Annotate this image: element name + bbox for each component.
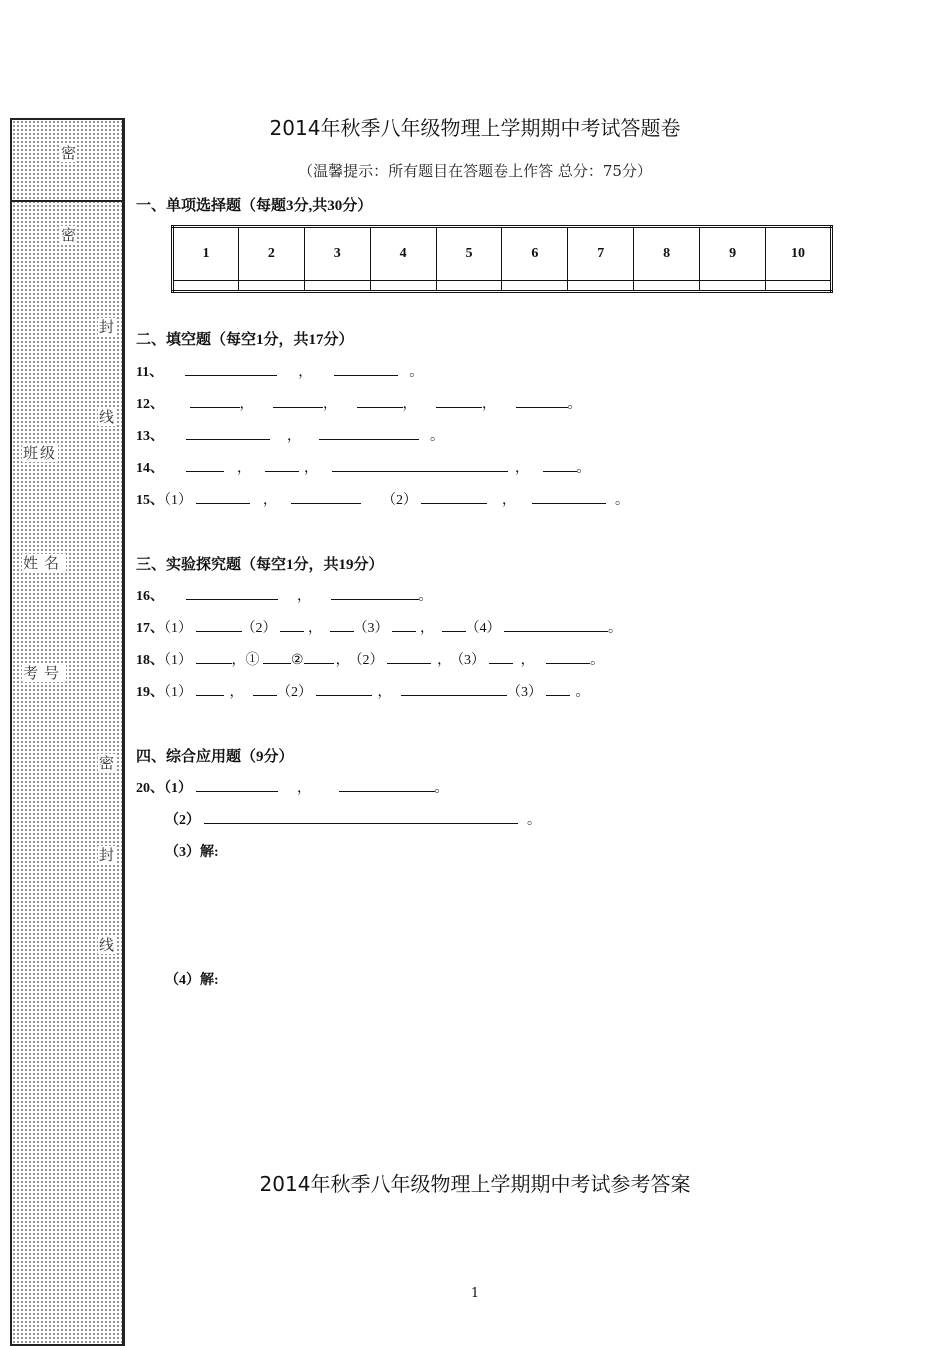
answer-blank[interactable] xyxy=(265,458,299,472)
seal-mark-xian: 线 xyxy=(99,408,115,426)
exam-hint: （温馨提示：所有题目在答题卷上作答 总分：75分） xyxy=(298,162,652,180)
answer-blank[interactable] xyxy=(196,618,242,632)
question-number: 11、 xyxy=(136,365,164,380)
answer-cell[interactable] xyxy=(502,281,568,292)
answer-cell[interactable] xyxy=(568,281,634,292)
answer-cell[interactable] xyxy=(436,281,502,292)
question-19: 19、（1） ， （2） ， （3） 。 xyxy=(136,681,590,701)
answer-cell[interactable] xyxy=(370,281,436,292)
question-14: 14、 ， ， ， 。 xyxy=(136,457,591,477)
question-13: 13、 ， 。 xyxy=(136,425,444,445)
answer-blank[interactable] xyxy=(263,650,291,664)
grid-header-cell: 6 xyxy=(502,227,568,281)
question-17: 17、（1） （2） ， （3） ， （4） 。 xyxy=(136,617,622,637)
question-number: 15、 xyxy=(136,493,164,508)
section-heading-experiment: 三、实验探究题（每空1分，共19分） xyxy=(136,557,384,573)
question-number: 12、 xyxy=(136,397,164,412)
question-number: 18、 xyxy=(136,653,164,668)
answer-blank[interactable] xyxy=(280,618,304,632)
answer-blank[interactable] xyxy=(332,458,508,472)
question-18: 18、（1） ，① ② ， （2） ， （3） ， 。 xyxy=(136,649,604,669)
section-heading-fill: 二、填空题（每空1分，共17分） xyxy=(136,332,354,348)
answer-blank[interactable] xyxy=(190,394,240,408)
grid-header-cell: 3 xyxy=(304,227,370,281)
answer-blank[interactable] xyxy=(304,650,334,664)
answer-blank[interactable] xyxy=(185,362,277,376)
question-number: 19、 xyxy=(136,685,164,700)
answer-blank[interactable] xyxy=(543,458,577,472)
answer-blank[interactable] xyxy=(330,618,354,632)
answer-blank[interactable] xyxy=(532,490,606,504)
answer-blank[interactable] xyxy=(357,394,403,408)
answer-blank[interactable] xyxy=(504,618,608,632)
seal-mark-mi: 密 xyxy=(61,144,77,162)
grid-answer-row xyxy=(173,281,832,292)
page-number: 1 xyxy=(470,1286,480,1301)
answer-blank[interactable] xyxy=(291,490,361,504)
answer-blank[interactable] xyxy=(204,810,518,824)
answer-blank[interactable] xyxy=(196,682,224,696)
grid-header-cell: 7 xyxy=(568,227,634,281)
answer-cell[interactable] xyxy=(238,281,304,292)
part-label: （2） xyxy=(165,813,200,828)
question-16: 16、 ， 。 xyxy=(136,585,433,605)
question-number: 20、 xyxy=(136,781,164,796)
question-number: 17、 xyxy=(136,621,164,636)
answer-blank[interactable] xyxy=(546,682,570,696)
answer-cell[interactable] xyxy=(700,281,766,292)
answer-cell[interactable] xyxy=(634,281,700,292)
question-number: 16、 xyxy=(136,589,164,604)
seal-mark-xian: 线 xyxy=(99,936,115,954)
question-20-part-3 xyxy=(165,841,219,861)
answer-blank[interactable] xyxy=(546,650,590,664)
part-label: （4）解: xyxy=(165,973,219,988)
question-12: 12、 ， ， ， ， 。 xyxy=(136,393,582,413)
answer-blank[interactable] xyxy=(387,650,431,664)
seal-mark-feng: 封 xyxy=(99,846,115,864)
question-number: 14、 xyxy=(136,461,164,476)
answer-blank[interactable] xyxy=(489,650,513,664)
binding-strip xyxy=(10,118,125,1346)
answer-blank[interactable] xyxy=(196,650,232,664)
seal-mark-mi: 密 xyxy=(99,754,115,772)
seal-mark-mi: 密 xyxy=(61,226,77,244)
name-label: 姓名 xyxy=(23,554,66,572)
choice-answer-grid xyxy=(171,225,833,293)
grid-header-cell: 10 xyxy=(766,227,832,281)
grid-header-cell: 5 xyxy=(436,227,502,281)
grid-header-cell: 4 xyxy=(370,227,436,281)
answer-blank[interactable] xyxy=(273,394,323,408)
answer-blank[interactable] xyxy=(253,682,277,696)
grid-header-row xyxy=(173,227,832,281)
answer-cell[interactable] xyxy=(766,281,832,292)
class-label: 班级 xyxy=(23,444,58,462)
answer-cell[interactable] xyxy=(173,281,239,292)
grid-header-cell: 2 xyxy=(238,227,304,281)
grid-header-cell: 9 xyxy=(700,227,766,281)
page-title: 2014年秋季八年级物理上学期期中考试答题卷 xyxy=(269,116,681,140)
answer-blank[interactable] xyxy=(436,394,482,408)
grid-header-cell: 8 xyxy=(634,227,700,281)
question-20-part-4 xyxy=(165,969,219,989)
answer-blank[interactable] xyxy=(186,458,224,472)
answer-blank[interactable] xyxy=(196,490,250,504)
answer-key-title: 2014年秋季八年级物理上学期期中考试参考答案 xyxy=(259,1172,691,1196)
answer-blank[interactable] xyxy=(331,586,419,600)
part-label: （1） xyxy=(164,781,192,796)
strip-divider xyxy=(12,200,122,202)
answer-blank[interactable] xyxy=(421,490,487,504)
answer-blank[interactable] xyxy=(401,682,507,696)
question-20-part-2: （2） 。 xyxy=(165,809,541,829)
question-11: 11、 ， 。 xyxy=(136,361,423,381)
answer-cell[interactable] xyxy=(304,281,370,292)
answer-blank[interactable] xyxy=(186,426,270,440)
question-20-part-1: 20、（1） ， 。 xyxy=(136,777,449,797)
question-15: 15、（1） ， （2） ， 。 xyxy=(136,489,629,509)
part-label: （3）解: xyxy=(165,845,219,860)
answer-blank[interactable] xyxy=(392,618,416,632)
answer-blank[interactable] xyxy=(334,362,398,376)
exam-number-label: 考号 xyxy=(23,664,66,682)
answer-blank[interactable] xyxy=(442,618,466,632)
answer-blank[interactable] xyxy=(319,426,419,440)
answer-blank[interactable] xyxy=(186,586,278,600)
seal-mark-feng: 封 xyxy=(99,318,115,336)
grid-header-cell: 1 xyxy=(173,227,239,281)
section-heading-application: 四、综合应用题（9分） xyxy=(136,749,294,765)
question-number: 13、 xyxy=(136,429,164,444)
answer-blank[interactable] xyxy=(316,682,372,696)
section-heading-choice: 一、单项选择题（每题3分,共30分） xyxy=(136,198,373,214)
answer-blank[interactable] xyxy=(516,394,568,408)
answer-blank[interactable] xyxy=(196,778,278,792)
answer-blank[interactable] xyxy=(339,778,435,792)
